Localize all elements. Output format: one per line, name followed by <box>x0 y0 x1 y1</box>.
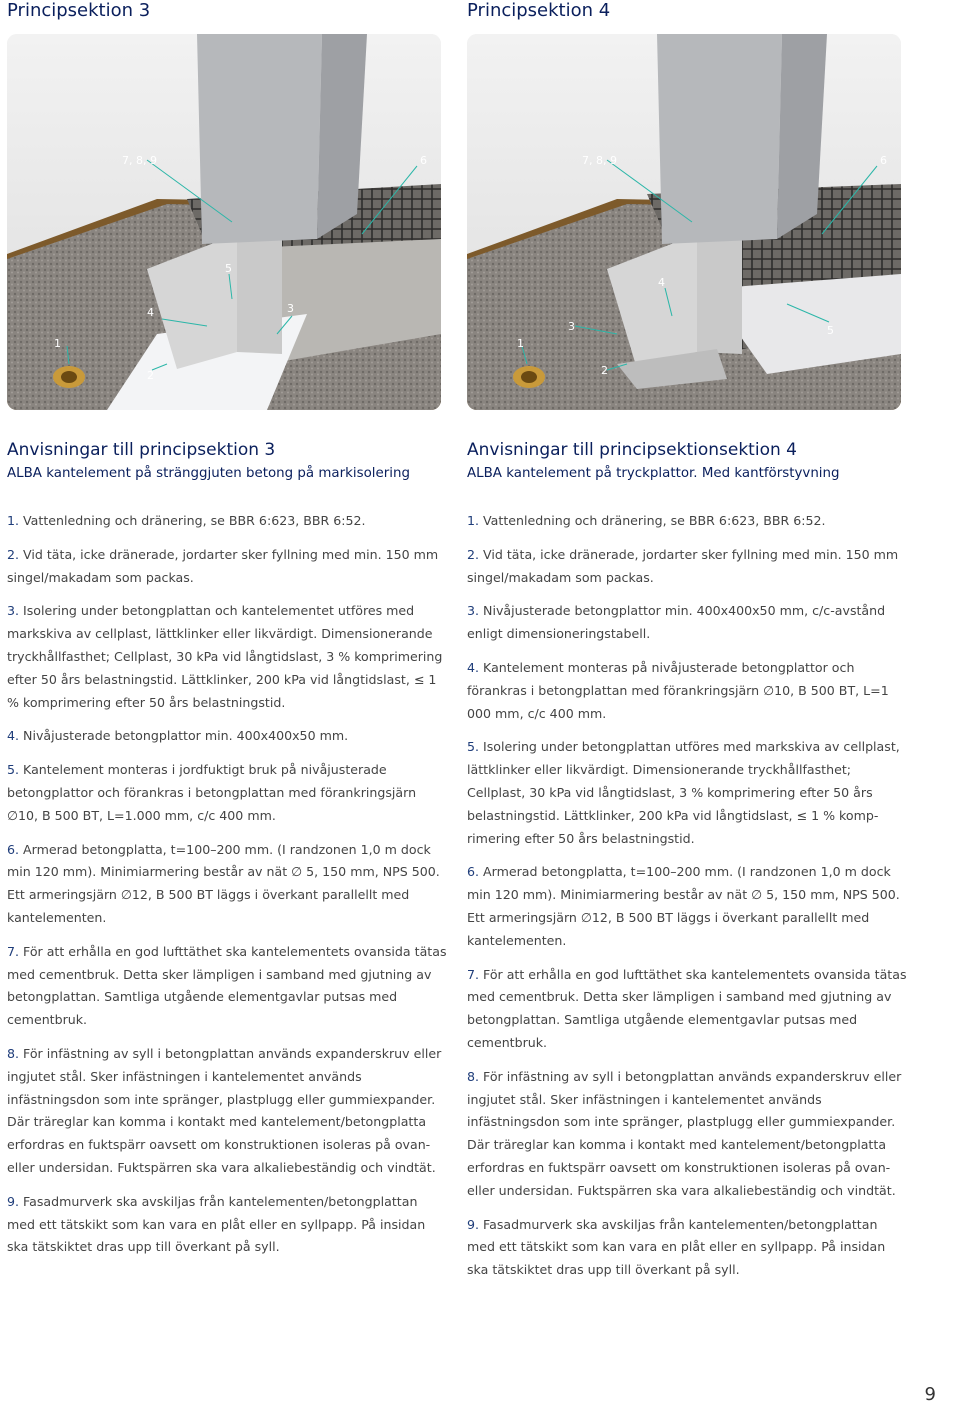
foundation-render-left <box>7 34 441 410</box>
list-item: 4. Nivåjusterade betongplattor min. 400x400x50 mm. <box>7 728 349 744</box>
callout-2: 2 <box>601 364 608 377</box>
callout-7-8-9: 7, 8, 9 <box>582 154 617 167</box>
list-item: 8. För infästning av syll i betongplattan används expanderskruv eller ingjutet stål. Sker infästningen i kantelementet används infästningsdon som inte spränger, plastplugg eller gummiexpander. Där träreglar kan komma i kontakt med kantelement/betongplatta erfordras en fuktspärr oavsett om konstruktionen isoleras på ovan- eller undersidan. Fuktspärren ska vara alkaliebeständig och vindtät. <box>467 1068 902 1198</box>
list-item: 1. Vattenledning och dränering, se BBR 6:623, BBR 6:52. <box>467 513 826 528</box>
list-item: 6. Armerad betongplatta, t=100–200 mm. (I randzonen 1,0 m dock min 120 mm). Minimiarmering består av nät ∅ 5, 150 mm, NPS 500. Ett armeringsjärn ∅12, B 500 BT läggs i överkant parallellt med kantelementen. <box>7 841 440 925</box>
list-item: 1. Vattenledning och dränering, se BBR 6:623, BBR 6:52. <box>7 513 366 528</box>
list-item: 4. Kantelement monteras på nivåjusterade betongplattor och förankras i betongplattan med förankringsjärn ∅10, B 500 BT, L=1 000 mm, c/c 400 mm. <box>467 659 889 721</box>
foundation-render-right <box>467 34 901 410</box>
callout-2: 2 <box>147 369 154 382</box>
list-item: 7. För att erhålla en god lufttäthet ska kantelementets ovansida tätas med cementbruk. Detta sker lämpligen i samband med gjutning av betongplattan. Samtliga utgående elementgavlar putsas med cementbruk. <box>467 966 907 1050</box>
callout-3: 3 <box>287 302 294 315</box>
callout-1: 1 <box>54 337 61 350</box>
list-item: 5. Isolering under betongplattan utföres med markskiva av cellplast, lättklinker eller likvärdigt. Dimensionerande tryckhållfasthet; Cellplast, 30 kPa vid långtidslast, 3 % komprimering efter 50 års belastningstid. Lättklinker, 200 kPa vid långtidslast, ≤ 1 % komp-rimering efter 50 års belastningstid. <box>467 739 900 846</box>
section-illustration-right <box>467 34 901 410</box>
list-item: 2. Vid täta, icke dränerade, jordarter sker fyllning med min. 150 mm singel/makadam som packas. <box>467 546 899 585</box>
list-item: 3. Nivåjusterade betongplattor min. 400x400x50 mm, c/c-avstånd enligt dimensioneringstabell. <box>467 603 886 642</box>
instructions-subtitle-left: ALBA kantelement på stränggjuten betong på markisolering <box>7 466 410 481</box>
callout-4: 4 <box>658 276 665 289</box>
section-title-right: Principsektion 4 <box>467 0 611 21</box>
callout-4: 4 <box>147 306 154 319</box>
instructions-title-left: Anvisningar till principsektion 3 <box>7 440 276 460</box>
instructions-subtitle-right: ALBA kantelement på tryckplattor. Med kantförstyvning <box>467 466 840 481</box>
list-item: 9. Fasadmurverk ska avskiljas från kantelementen/betongplattan med ett tätskikt som kan vara en plåt eller en syllpapp. På insidan ska tätskiktet dras upp till överkant på syll. <box>7 1193 426 1255</box>
callout-3: 3 <box>568 320 575 333</box>
callout-5: 5 <box>225 262 232 275</box>
instructions-title-right: Anvisningar till principsektionsektion 4 <box>467 440 797 460</box>
callout-6: 6 <box>880 154 887 167</box>
list-item: 3. Isolering under betongplattan och kantelementet utföres med markskiva av cellplast, lättklinker eller likvärdigt. Dimensionerande tryckhållfasthet; Cellplast, 30 kPa vid långtidslast, 3 % komprimering efter 50 års belastningstid. Lättklinker, 200 kPa vid långtidslast, ≤ 1 % komprimering efter 50 års belastningstid. <box>7 603 443 710</box>
instructions-right <box>467 440 907 1293</box>
callout-1: 1 <box>517 337 524 350</box>
list-item: 5. Kantelement monteras i jordfuktigt bruk på nivåjusterade betongplattor och förankras i betongplattan med förankringsjärn ∅10, B 500 BT, L=1.000 mm, c/c 400 mm. <box>7 762 417 823</box>
section-title-left: Principsektion 3 <box>7 0 151 21</box>
list-item: 2. Vid täta, icke dränerade, jordarter sker fyllning med min. 150 mm singel/makadam som packas. <box>7 546 439 585</box>
callout-7-8-9: 7, 8, 9 <box>122 154 157 167</box>
callout-5: 5 <box>827 324 834 337</box>
callout-6: 6 <box>420 154 427 167</box>
list-item: 7. För att erhålla en god lufttäthet ska kantelementets ovansida tätas med cementbruk. Detta sker lämpligen i samband med gjutning av betongplattan. Samtliga utgående elementgavlar putsas med cementbruk. <box>7 943 447 1028</box>
section-illustration-left <box>7 34 441 410</box>
list-item: 8. För infästning av syll i betongplattan används expanderskruv eller ingjutet stål. Sker infästningen i kantelementet används infästningsdon som inte spränger, plastplugg eller gummiexpander. Där träreglar kan komma i kontakt med kantelement/betongplatta erfordras en fuktspärr oavsett om konstruktionen isoleras på ovan- eller undersidan. Fuktspärren ska vara alkaliebeständig och vindtät. <box>7 1045 442 1175</box>
list-item: 9. Fasadmurverk ska avskiljas från kantelementen/betongplattan med ett tätskikt som kan vara en plåt eller en syllpapp. På insidan ska tätskiktet dras upp till överkant på syll. <box>467 1216 886 1278</box>
instructions-left <box>7 440 447 1270</box>
list-item: 6. Armerad betongplatta, t=100–200 mm. (I randzonen 1,0 m dock min 120 mm). Minimiarmering består av nät ∅ 5, 150 mm, NPS 500. Ett armeringsjärn ∅12, B 500 BT läggs i överkant parallellt med kantelementen. <box>467 864 900 948</box>
page-number: 9 <box>924 1384 936 1405</box>
